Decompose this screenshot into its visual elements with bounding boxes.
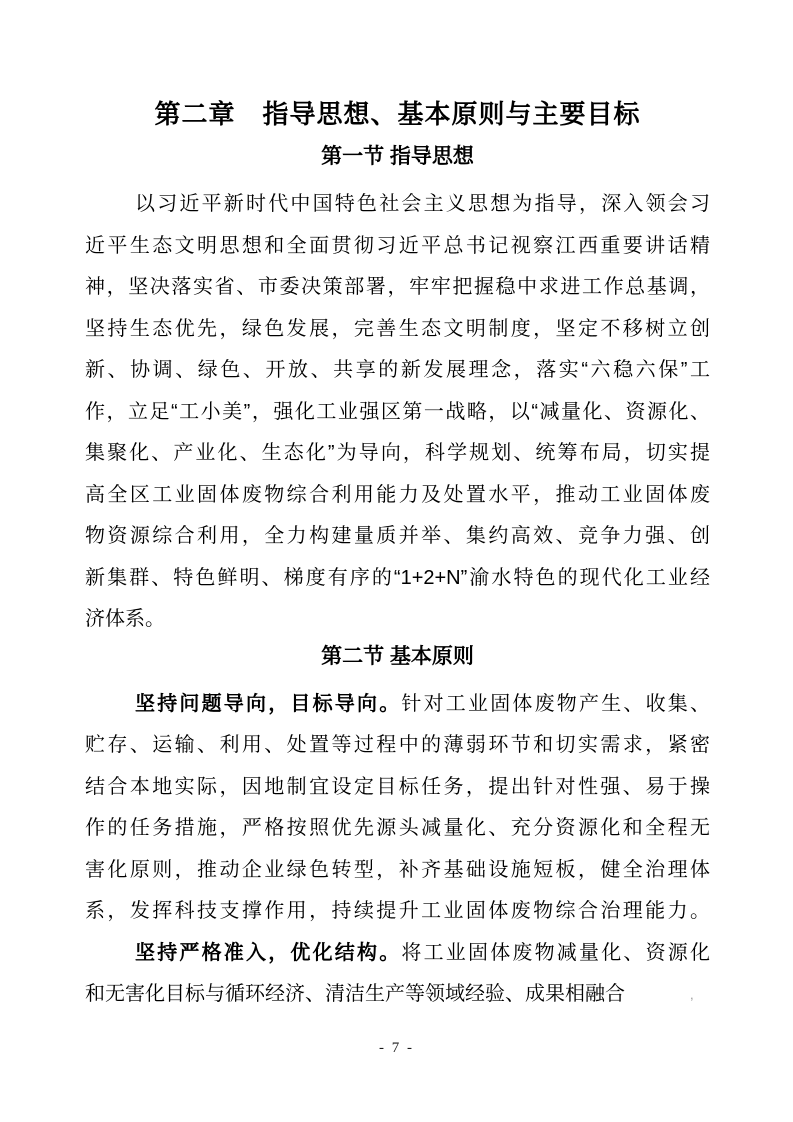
- text-line: 作，立足“工小美”，强化工业强区第一战略，以“减量化、资源化、: [85, 400, 710, 423]
- stray-scan-mark: ,: [690, 987, 694, 1002]
- text-line: 贮存、运输、利用、处置等过程中的薄弱环节和切实需求，紧密: [85, 734, 710, 756]
- text-line: 坚持生态优先，绿色发展，完善生态文明制度，坚定不移树立创: [85, 317, 710, 340]
- document-content: [85, 0, 710, 1016]
- text-line: 害化原则，推动企业绿色转型，补齐基础设施短板，健全治理体: [85, 858, 710, 881]
- lead-rest-text: 将工业固体废物减量化、资源化: [401, 941, 710, 964]
- text-line: 神，坚决落实省、市委决策部署，牢牢把握稳中求进工作总基调，: [85, 276, 710, 298]
- chapter-title: 第二章 指导思想、基本原则与主要目标: [154, 99, 641, 129]
- section-2-heading: 第二节 基本原则: [321, 644, 474, 668]
- text-line: 近平生态文明思想和全面贯彻习近平总书记视察江西重要讲话精: [85, 234, 710, 257]
- bold-lead-text: 坚持问题导向，目标导向。: [135, 692, 402, 715]
- text-line: 物资源综合利用，全力构建量质并举、集约高效、竞争力强、创: [85, 525, 710, 547]
- bold-lead-text: 坚持严格准入，优化结构。: [135, 941, 402, 964]
- text-line: 系，发挥科技支撑作用，持续提升工业固体废物综合治理能力。: [85, 900, 710, 922]
- text-line: [85, 684, 710, 726]
- page-number: - 7 -: [379, 1040, 414, 1056]
- paragraph-principle-1: [85, 684, 710, 933]
- text-line: 新集群、特色鲜明、梯度有序的“1+2+N”渝水特色的现代化工业经: [85, 566, 710, 589]
- text-line: [85, 933, 710, 975]
- text-line: 高全区工业固体废物综合利用能力及处置水平，推动工业固体废: [85, 483, 710, 506]
- text-line: 济体系。: [85, 608, 165, 630]
- paragraph-guiding-ideology: [85, 184, 710, 641]
- text-line: 和无害化目标与循环经济、清洁生产等领域经验、成果相融合: [85, 983, 625, 1005]
- text-line: 以习近平新时代中国特色社会主义思想为指导，深入领会习: [135, 193, 710, 215]
- text-line: 作的任务措施，严格按照优先源头减量化、充分资源化和全程无: [85, 817, 710, 839]
- lead-rest-text: 针对工业固体废物产生、收集、: [401, 692, 710, 715]
- text-line: 结合本地实际，因地制宜设定目标任务，提出针对性强、易于操: [85, 775, 710, 798]
- text-line: 集聚化、产业化、生态化”为导向，科学规划、统筹布局，切实提: [85, 442, 710, 464]
- text-line: 新、协调、绿色、开放、共享的新发展理念，落实“六稳六保”工: [85, 359, 710, 381]
- paragraph-principle-2: [85, 933, 710, 1016]
- section-1-heading: 第一节 指导思想: [321, 145, 474, 168]
